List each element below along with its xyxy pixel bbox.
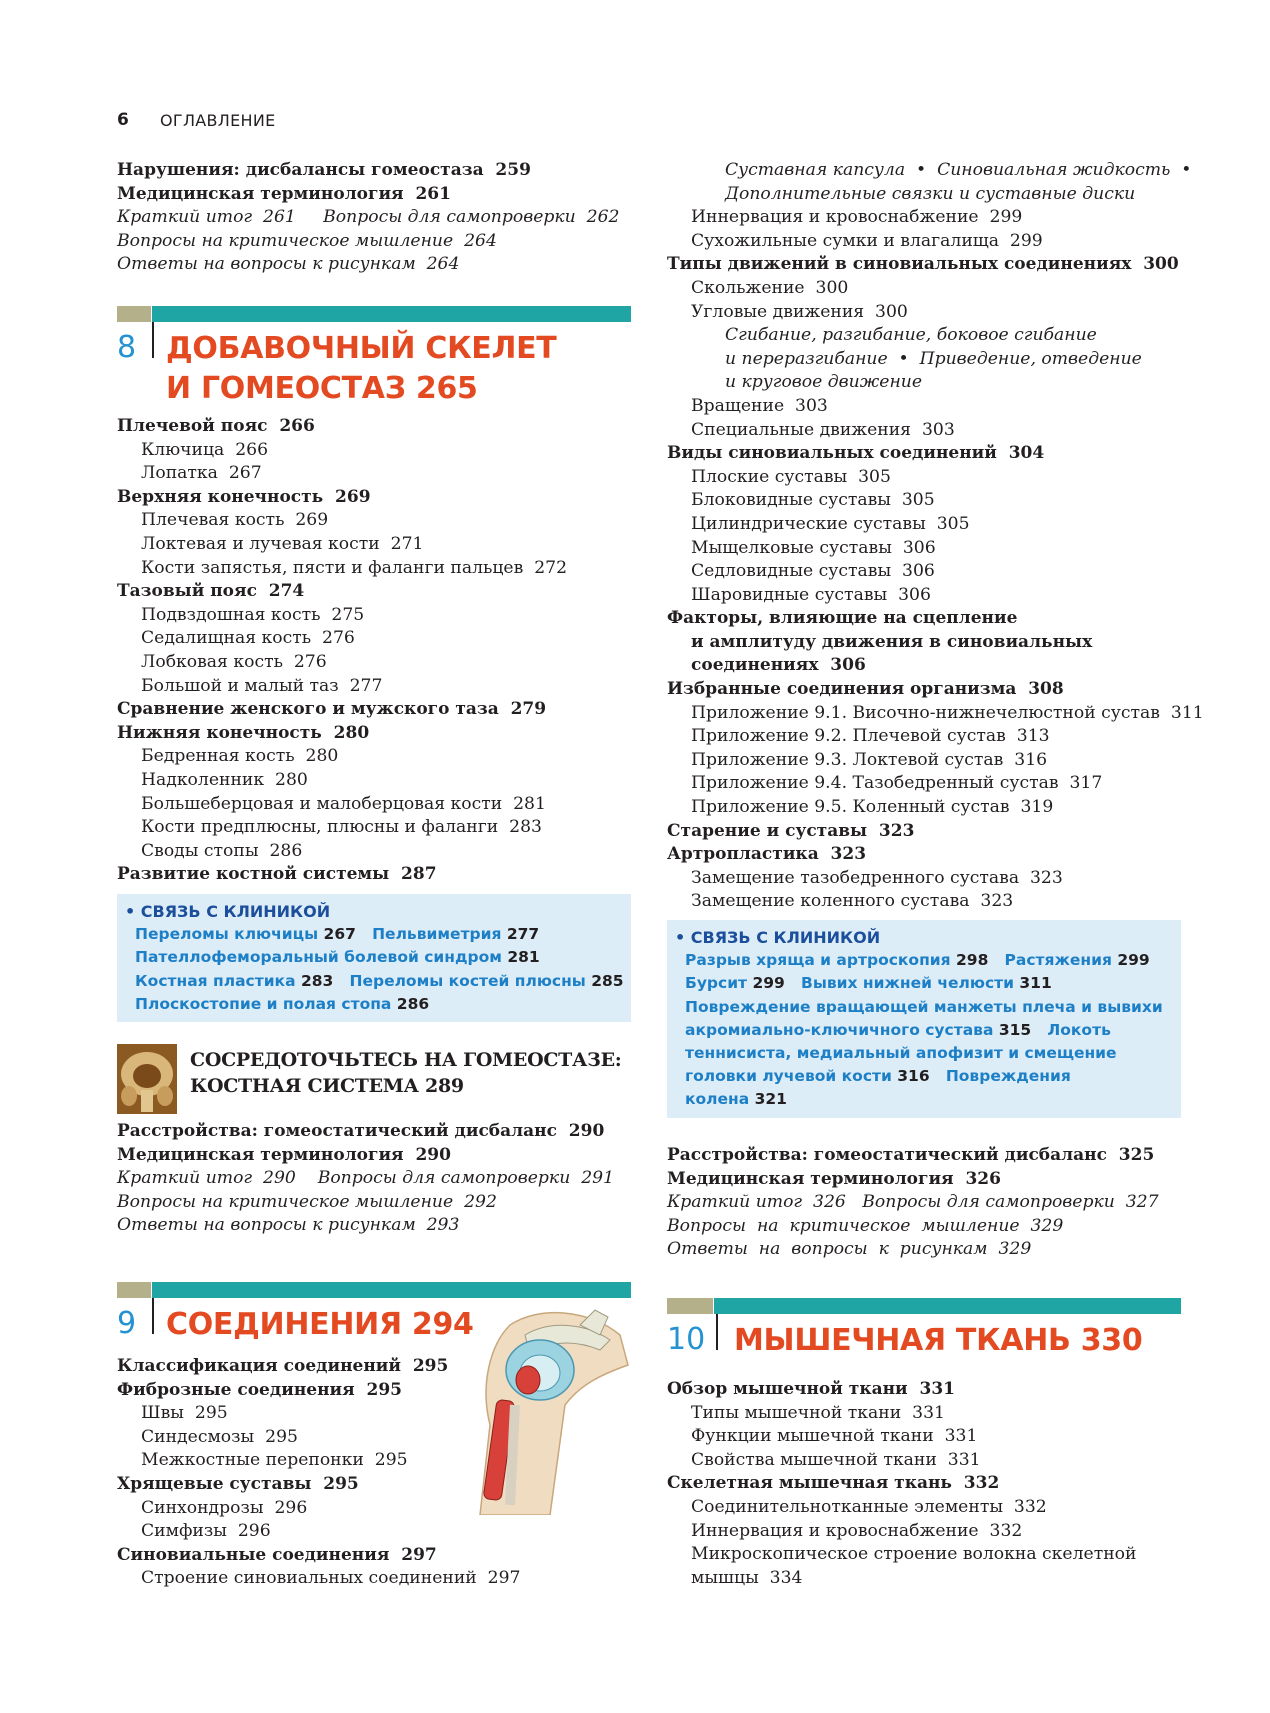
clinic-line	[685, 996, 1181, 1019]
chapter8-number: 8	[117, 330, 137, 365]
toc-entry: Приложение 9.2. Плечевой сустав 313	[691, 726, 1050, 747]
focus-homeostasis-line2: КОСТНАЯ СИСТЕМА 289	[190, 1075, 464, 1097]
toc-entry: Блоковидные суставы 305	[691, 490, 935, 511]
clinic-page-number: 277	[506, 925, 540, 944]
clinic-line	[135, 993, 631, 1016]
clinic-topic: Повреждения	[929, 1067, 1071, 1086]
chapter9-review-list	[667, 1144, 1187, 1262]
chapter9-bar	[117, 1282, 631, 1298]
toc-entry: Классификация соединений 295	[117, 1356, 449, 1376]
toc-entry: Седалищная кость 276	[141, 628, 355, 649]
clinic-page-number: 315	[998, 1020, 1032, 1039]
toc-entry: Мыщелковые суставы 306	[691, 537, 936, 558]
chapter7-tail-list	[117, 159, 637, 277]
clinic-page-number: 298	[956, 951, 989, 970]
clinic-line	[685, 972, 1181, 995]
clinic-topic: Переломы ключицы	[135, 925, 324, 944]
clinic-topic: Пельвиметрия	[355, 925, 507, 944]
toc-entry: Обзор мышечной ткани 331	[667, 1379, 955, 1399]
clinic-page-number: 267	[323, 925, 356, 944]
toc-entry: и круговое движение	[725, 372, 923, 393]
toc-entry: Вращение 303	[691, 395, 828, 416]
clinic-line	[685, 1019, 1181, 1042]
clinic-page-number: 311	[1019, 974, 1052, 993]
chapter9-title: СОЕДИНЕНИЯ 294	[166, 1307, 474, 1342]
toc-entry: Большой и малый таз 277	[141, 675, 383, 696]
toc-entry: Дополнительные связки и суставные диски	[725, 183, 1136, 204]
toc-entry: Межкостные перепонки 295	[141, 1450, 408, 1471]
toc-entry: Медицинская терминология 290	[117, 1144, 451, 1165]
toc-entry: Суставная капсула • Синовиальная жидкость •	[725, 160, 1192, 180]
toc-entry: Замещение тазобедренного сустава 323	[691, 867, 1063, 888]
toc-entry: Нарушения: дисбалансы гомеостаза 259	[117, 160, 531, 180]
toc-entry: Скелетная мышечная ткань 332	[667, 1473, 1000, 1494]
toc-entry: Ответы на вопросы к рисункам 329	[667, 1239, 1032, 1260]
clinic-topic: Повреждение вращающей манжеты плеча и вывихи	[685, 997, 1163, 1016]
toc-entry: Иннервация и кровоснабжение 332	[691, 1520, 1023, 1541]
toc-entry: Приложение 9.3. Локтевой сустав 316	[691, 749, 1048, 770]
toc-entry: Специальные движения 303	[691, 419, 955, 440]
clinic-line	[135, 923, 631, 946]
chapter8-bar	[117, 306, 631, 322]
toc-entry: Функции мышечной ткани 331	[691, 1426, 978, 1447]
toc-entry: Микроскопическое строение волокна скелетной	[691, 1544, 1137, 1565]
toc-entry: Приложение 9.5. Коленный сустав 319	[691, 797, 1054, 818]
toc-entry: Синхондрозы 296	[141, 1497, 308, 1518]
toc-entry: Нижняя конечность 280	[117, 722, 370, 743]
chapter8-title-line2: И ГОМЕОСТАЗ 265	[166, 371, 478, 406]
toc-entry: Хрящевые суставы 295	[117, 1473, 359, 1494]
clinic-topic: акромиально-ключичного сустава	[685, 1020, 999, 1039]
toc-entry: Соединительнотканные элементы 332	[691, 1496, 1047, 1517]
toc-entry: Своды стопы 286	[141, 840, 303, 861]
toc-entry: Вопросы на критическое мышление 264	[117, 230, 497, 251]
clinic-topic: Пателлофеморальный болевой синдром	[135, 948, 508, 967]
toc-entry: Лобковая кость 276	[141, 651, 327, 672]
toc-entry: Плоские суставы 305	[691, 466, 891, 487]
running-title: ОГЛАВЛЕНИЕ	[160, 111, 276, 130]
chapter9-clinic-box	[667, 920, 1181, 1118]
chapter8-entries	[117, 415, 637, 887]
toc-entry: и переразгибание • Приведение, отведение	[725, 348, 1142, 369]
skeleton-thumbnail-image	[117, 1044, 177, 1114]
toc-entry: Развитие костной системы 287	[117, 864, 437, 885]
toc-entry: Подвздошная кость 275	[141, 604, 365, 625]
toc-entry: Краткий итог 261 Вопросы для самопроверки 262	[117, 207, 620, 228]
toc-entry: Угловые движения 300	[691, 301, 908, 322]
toc-entry: Виды синовиальных соединений 304	[667, 443, 1045, 464]
toc-entry: Сравнение женского и мужского таза 279	[117, 699, 547, 720]
chapter8-separator	[152, 322, 154, 358]
clinic-page-number: 299	[1117, 951, 1150, 970]
clinic-topic: Бурсит	[685, 974, 753, 993]
toc-entry: Вопросы на критическое мышление 329	[667, 1215, 1064, 1236]
clinic-topic: Растяжения	[988, 951, 1118, 970]
chapter10-title: МЫШЕЧНАЯ ТКАНЬ 330	[734, 1323, 1143, 1358]
toc-entry: Иннервация и кровоснабжение 299	[691, 207, 1023, 228]
clinic-line	[685, 1088, 1181, 1111]
toc-entry: Расстройства: гомеостатический дисбаланс 290	[117, 1121, 605, 1141]
clinic-page-number: 283	[300, 971, 334, 990]
right-column-entries	[667, 159, 1204, 914]
toc-entry: Строение синовиальных соединений 297	[141, 1568, 521, 1589]
toc-entry: Плечевой пояс 266	[117, 416, 315, 436]
toc-entry: и амплитуду движения в синовиальных	[691, 631, 1093, 652]
clinic-topic: Разрыв хряща и артроскопия	[685, 951, 956, 970]
toc-entry: Бедренная кость 280	[141, 746, 339, 767]
chapter10-number: 10	[667, 1322, 706, 1357]
clinic-topic: Переломы костей плюсны	[333, 971, 592, 990]
toc-entry: соединениях 306	[691, 655, 866, 676]
toc-entry: Швы 295	[141, 1403, 228, 1424]
toc-entry: Типы движений в синовиальных соединениях 300	[667, 254, 1179, 275]
toc-entry: Краткий итог 326 Вопросы для самопроверки 327	[667, 1192, 1159, 1213]
toc-entry: Приложение 9.1. Височно-нижнечелюстной сустав 311	[691, 702, 1204, 723]
toc-entry: Краткий итог 290 Вопросы для самопроверки 291	[117, 1168, 615, 1189]
toc-entry: Цилиндрические суставы 305	[691, 513, 970, 534]
toc-entry: Тазовый пояс 274	[117, 581, 305, 602]
toc-entry: Седловидные суставы 306	[691, 561, 935, 582]
clinic-topic: Костная пластика	[135, 971, 301, 990]
toc-entry: Ответы на вопросы к рисункам 264	[117, 254, 460, 275]
toc-entry: Вопросы на критическое мышление 292	[117, 1191, 497, 1212]
clinic-topic: Вывих нижней челюсти	[784, 974, 1020, 993]
toc-entry: Типы мышечной ткани 331	[691, 1402, 945, 1423]
toc-entry: Синовиальные соединения 297	[117, 1544, 437, 1565]
toc-entry: Факторы, влияющие на сцепление	[667, 608, 1018, 629]
clinic-page-number: 285	[591, 971, 624, 990]
toc-entry: Медицинская терминология 261	[117, 183, 451, 204]
clinic-line	[685, 949, 1181, 972]
toc-entry: Локтевая и лучевая кости 271	[141, 533, 424, 554]
toc-entry: Лопатка 267	[141, 463, 262, 484]
chapter10-bar	[667, 1298, 1181, 1314]
toc-entry: Ключица 266	[141, 439, 269, 460]
clinic-topic: колена	[685, 1090, 755, 1109]
toc-entry: Расстройства: гомеостатический дисбаланс 325	[667, 1145, 1155, 1165]
chapter8-title-line1: ДОБАВОЧНЫЙ СКЕЛЕТ	[166, 331, 557, 366]
clinic-page-number: 281	[507, 948, 540, 967]
page-number: 6	[117, 110, 129, 130]
chapter8-clinic-box	[117, 894, 631, 1022]
clinic-line	[135, 946, 631, 969]
shoulder-joint-illustration	[470, 1305, 630, 1515]
focus-homeostasis-line1: СОСРЕДОТОЧЬТЕСЬ НА ГОМЕОСТАЗЕ:	[190, 1049, 622, 1071]
clinic-heading: • СВЯЗЬ С КЛИНИКОЙ	[125, 902, 331, 921]
toc-entry: Сгибание, разгибание, боковое сгибание	[725, 325, 1097, 346]
clinic-heading: • СВЯЗЬ С КЛИНИКОЙ	[675, 928, 881, 947]
toc-entry: мышцы 334	[691, 1567, 803, 1588]
clinic-page-number: 299	[752, 974, 785, 993]
toc-entry: Скольжение 300	[691, 277, 849, 298]
clinic-line	[685, 1065, 1181, 1088]
toc-entry: Сухожильные сумки и влагалища 299	[691, 230, 1043, 251]
toc-entry: Надколенник 280	[141, 769, 308, 790]
clinic-line	[135, 970, 631, 993]
toc-entry: Кости предплюсны, плюсны и фаланги 283	[141, 817, 542, 838]
toc-entry: Фиброзные соединения 295	[117, 1379, 403, 1400]
toc-entry: Верхняя конечность 269	[117, 486, 371, 507]
chapter10-entries	[667, 1378, 1187, 1590]
toc-entry: Плечевая кость 269	[141, 510, 329, 531]
chapter9-separator	[152, 1298, 154, 1334]
clinic-topic: теннисиста, медиальный апофизит и смещение	[685, 1043, 1117, 1062]
chapter9-number: 9	[117, 1306, 137, 1341]
toc-entry: Шаровидные суставы 306	[691, 584, 931, 605]
toc-entry: Большеберцовая и малоберцовая кости 281	[141, 793, 546, 814]
clinic-page-number: 321	[754, 1090, 787, 1109]
toc-entry: Замещение коленного сустава 323	[691, 891, 1014, 912]
toc-entry: Кости запястья, пясти и фаланги пальцев 272	[141, 557, 568, 578]
chapter8-review-list	[117, 1120, 637, 1238]
toc-entry: Свойства мышечной ткани 331	[691, 1449, 981, 1470]
toc-entry: Синдесмозы 295	[141, 1426, 298, 1447]
toc-entry: Приложение 9.4. Тазобедренный сустав 317	[691, 773, 1103, 794]
toc-entry: Симфизы 296	[141, 1521, 271, 1542]
toc-entry: Артропластика 323	[667, 844, 867, 865]
chapter10-separator	[716, 1314, 718, 1350]
clinic-topic: Плоскостопие и полая стопа	[135, 994, 397, 1013]
clinic-page-number: 286	[396, 994, 430, 1013]
toc-entry: Избранные соединения организма 308	[667, 679, 1064, 700]
clinic-line	[685, 1042, 1181, 1065]
toc-entry: Ответы на вопросы к рисункам 293	[117, 1215, 460, 1236]
toc-entry: Медицинская терминология 326	[667, 1168, 1001, 1189]
toc-entry: Старение и суставы 323	[667, 820, 915, 841]
clinic-page-number: 316	[897, 1067, 930, 1086]
clinic-topic: головки лучевой кости	[685, 1067, 898, 1086]
clinic-topic: Локоть	[1031, 1020, 1111, 1039]
